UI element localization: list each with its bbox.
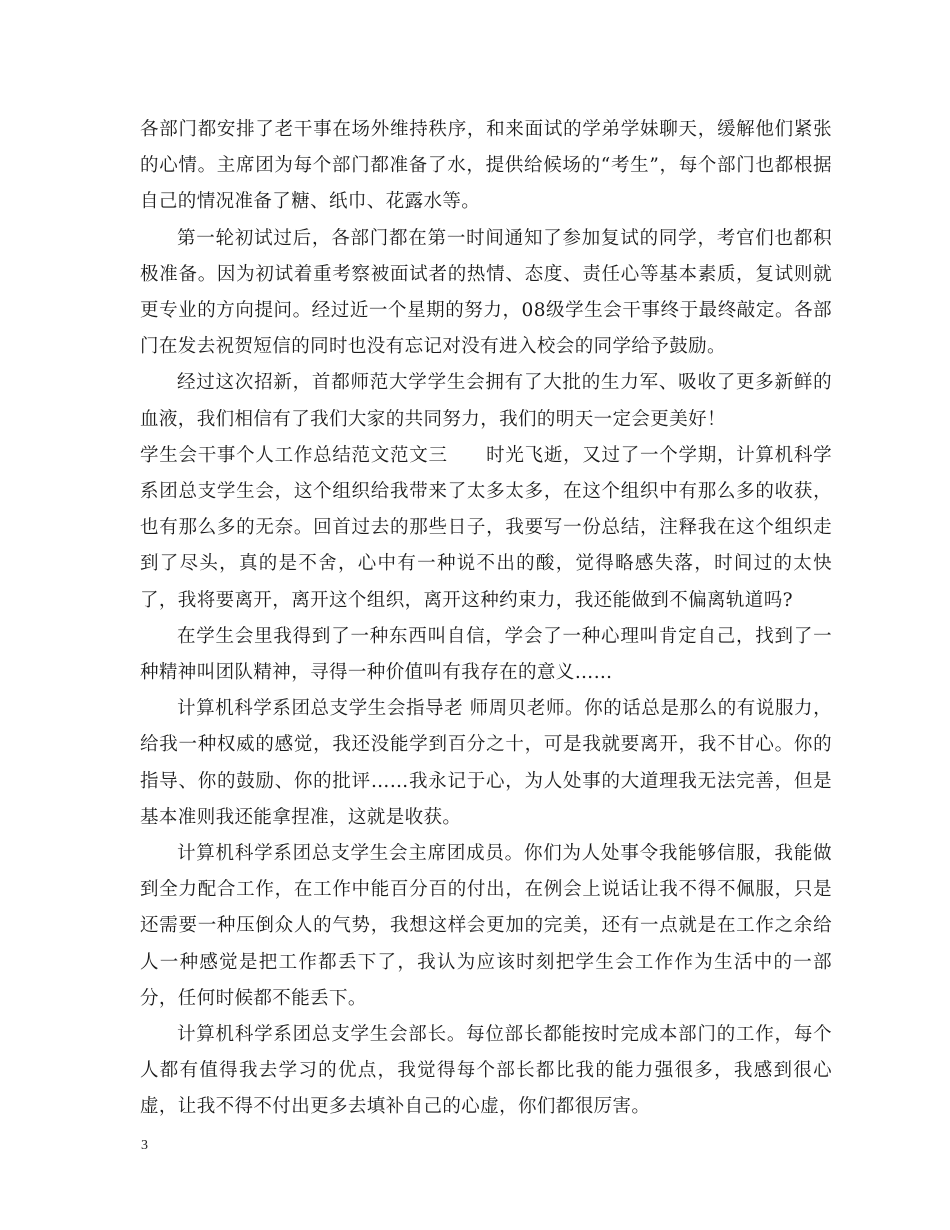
paragraph-2: 第一轮初试过后，各部门都在第一时间通知了参加复试的同学，考官们也都积极准备。因为初试着重考察被面试者的热情、态度、责任心等基本素质，复试则就更专业的方向提问。经过近一个星期的努力，08级学生会干事终于最终敲定。各部门在发去祝贺短信的同时也没有忘记对没有进入校会的同学给予鼓励。 <box>140 227 832 358</box>
paragraph-1: 各部门都安排了老干事在场外维持秩序，和来面试的学弟学妹聊天，缓解他们紧张的心情。主席团为每个部门都准备了水，提供给候场的“考生”，每个部门也都根据自己的情况准备了糖、纸巾、花露水等。 <box>140 119 832 213</box>
paragraph-8: 计算机科学系团总支学生会部长。每位部长都能按时完成本部门的工作，每个人都有值得我去学习的优点，我觉得每个部长都比我的能力强很多，我感到很心虚，让我不得不付出更多去填补自己的心虚，你们都很厉害。 <box>140 1024 832 1118</box>
document-body <box>140 112 832 1126</box>
paragraph-4: 学生会干事个人工作总结范文范文三 时光飞逝，又过了一个学期，计算机科学系团总支学生会，这个组织给我带来了太多太多，在这个组织中有那么多的收获，也有那么多的无奈。回首过去的那些日子，我要写一份总结，注释我在这个组织走到了尽头，真的是不舍，心中有一种说不出的酸，觉得略感失落，时间过的太快了，我将要离开，离开这个组织，离开这种约束力，我还能做到不偏离轨道吗? <box>140 444 832 611</box>
paragraph-6: 计算机科学系团总支学生会指导老 师周贝老师。你的话总是那么的有说服力，给我一种权威的感觉，我还没能学到百分之十，可是我就要离开，我不甘心。你的指导、你的鼓励、你的批评……我永记于心，为人处事的大道理我无法完善，但是基本准则我还能拿捏准，这就是收获。 <box>140 698 832 828</box>
paragraph-3: 经过这次招新，首都师范大学学生会拥有了大批的生力军、吸收了更多新鲜的血液，我们相信有了我们大家的共同努力，我们的明天一定会更美好！ <box>140 372 832 430</box>
page-number: 3 <box>141 1138 148 1153</box>
paragraph-5: 在学生会里我得到了一种东西叫自信，学会了一种心理叫肯定自己，找到了一种精神叫团队精神，寻得一种价值叫有我存在的意义…… <box>140 625 832 684</box>
paragraph-7: 计算机科学系团总支学生会主席团成员。你们为人处事令我能够信服，我能做到全力配合工作，在工作中能百分百的付出，在例会上说话让我不得不佩服，只是还需要一种压倒众人的气势，我想这样会更加的完美，还有一点就是在工作之余给人一种感觉是把工作都丢下了，我认为应该时刻把学生会工作作为生活中的一部分，任何时候都不能丢下。 <box>140 843 832 1009</box>
